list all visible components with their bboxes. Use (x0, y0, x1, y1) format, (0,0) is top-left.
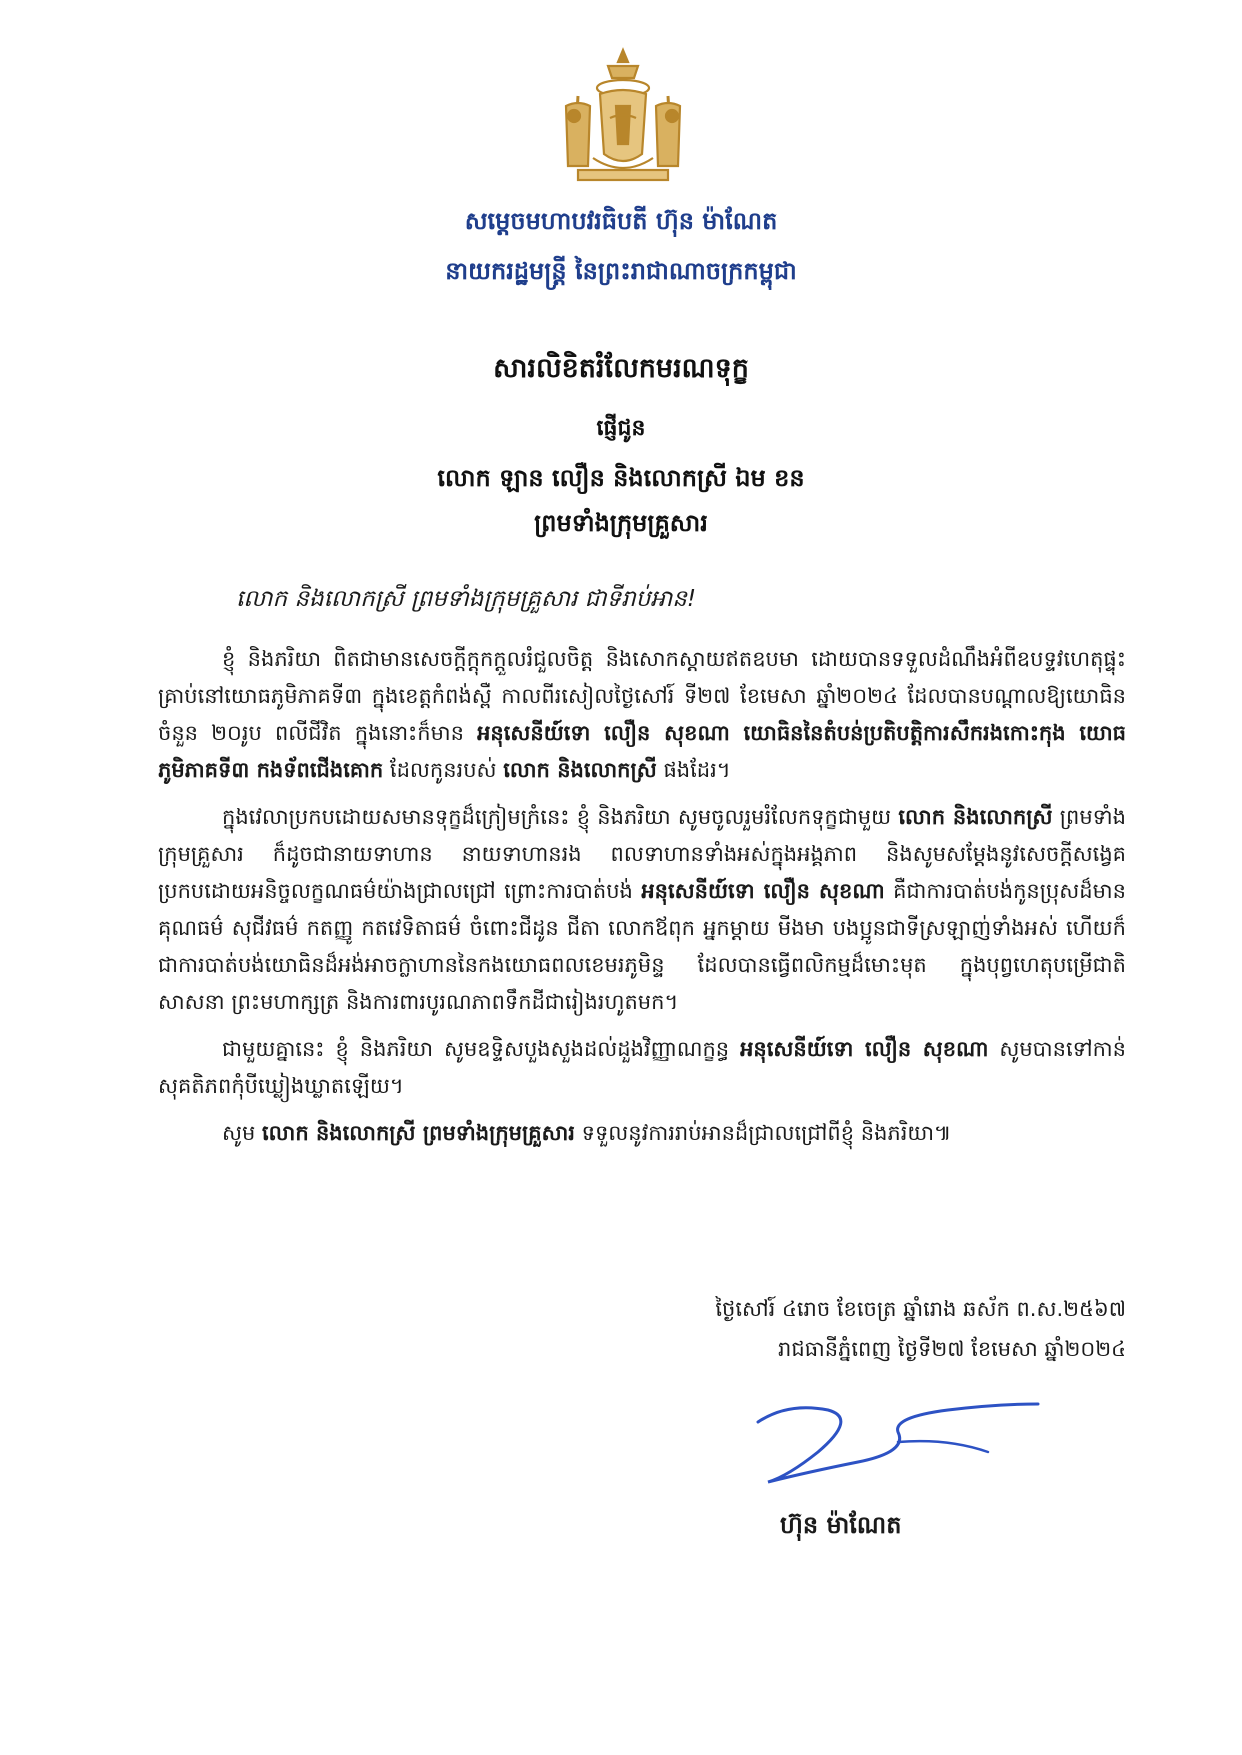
body-paragraph-4 (158, 1115, 1126, 1152)
addressed-to-label: ផ្ញើជូន (596, 416, 646, 441)
handwritten-signature (748, 1392, 1048, 1492)
recipient-names: លោក ឡាន លឿន និងលោកស្រី ឯម ខន (437, 464, 805, 492)
p1-text-e: ផងដែរ។ (663, 758, 731, 782)
p1-text-c: ដែលកូនរបស់ (389, 758, 497, 782)
author-name: សម្តេចមហាបវរធិបតី ហ៊ុន ម៉ាណែត (464, 207, 778, 235)
p3-text-c: សូមបានទៅកាន់សុគតិភពកុំបីឃ្លៀងឃ្លាតឡើយ។ (158, 1037, 1126, 1098)
p1-recipients: លោក និងលោកស្រី (503, 758, 657, 782)
author-position: នាយករដ្ឋមន្ត្រី នៃព្រះរាជាណាចក្រកម្ពុជា (445, 257, 797, 285)
p3-text-a: ជាមួយគ្នានេះ ខ្ញុំ និងភរិយា សូមឧទ្ទិសបួងសួងដល់ដួងវិញ្ញាណក្ខន្ធ (222, 1037, 730, 1061)
p3-deceased-name: អនុសេនីយ៍ទោ លឿន សុខណា (740, 1037, 989, 1061)
p2-recipients: លោក និងលោកស្រី (898, 805, 1053, 829)
p2-text-e: គឺជាការបាត់បង់កូនប្រុសដ៏មានគុណធម៌ សុជីវធម៌ កតញ្ញូ កតវេទិតាធម៌ ចំពោះជីដូន ជីតា លោកឪពុក អ្នកម្តាយ មីងមា បងប្អូនជាទីស្រឡាញ់ទាំងអស់ ហើយក៏ជាការបាត់បង់យោធិនដ៏អង់អាចក្លាហាននៃកងយោធពលខេមរភូមិន្ទ ដែលបានធ្វើពលិកម្មដ៏មោះមុត ក្នុងបុព្វហេតុបម្រើជាតិ សាសនា ព្រះមហាក្សត្រ និងការពារបូរណភាពទឹកដីជារៀងរហូតមក។ (158, 879, 1126, 1014)
p2-text-c: ព្រមទាំងក្រុមគ្រួសារ ក៏ដូចជានាយទាហាន នាយទាហានរង ពលទាហានទាំងអស់ក្នុងអង្គភាព និងសូមសម្តែងនូវសេចក្តីសង្វេគប្រកបដោយអនិច្ចលក្ខណធម៌យ៉ាងជ្រាលជ្រៅ ព្រោះការបាត់បង់ (158, 805, 1126, 903)
p1-deceased-name: អនុសេនីយ៍ទោ លឿន សុខណា យោធិននៃតំបន់ប្រតិបត្តិការសឹករងកោះកុង យោធភូមិភាគទី៣ កងទ័ពជើងគោក (158, 721, 1126, 782)
p2-deceased-name: អនុសេនីយ៍ទោ លឿន សុខណា (641, 879, 885, 903)
p1-text-a: ខ្ញុំ និងភរិយា ពិតជាមានសេចក្តីក្តុកក្តួលរំជួលចិត្ត និងសោកស្តាយឥតឧបមា ដោយបានទទួលដំណឹងអំពីឧបទ្ទវហេតុផ្ទុះគ្រាប់នៅយោធភូមិភាគទី៣ ក្នុងខេត្តកំពង់ស្ពឺ កាលពីរសៀលថ្ងៃសៅរ៍ ទី២៧ ខែមេសា ឆ្នាំ២០២៤ ដែលបានបណ្តាលឱ្យយោធិន ចំនួន ២០រូប ពលីជីវិត ក្នុងនោះក៏មាន (158, 647, 1126, 745)
letter-title: សារលិខិតរំលែកមរណទុក្ខ (493, 353, 749, 384)
p4-text-a: សូម (222, 1121, 256, 1145)
date-solar: រាជធានីភ្នំពេញ ថ្ងៃទី២៧ ខែមេសា ឆ្នាំ២០២៤ (778, 1337, 1126, 1361)
body-paragraph-3 (158, 1031, 1126, 1105)
salutation: លោក និងលោកស្រី ព្រមទាំងក្រុមគ្រួសារ ជាទីរាប់អាន! (236, 586, 697, 612)
p2-text-a: ក្នុងវេលាប្រកបដោយសមានទុក្ខដ៏ក្រៀមក្រំនេះ ខ្ញុំ និងភរិយា សូមចូលរួមរំលែកទុក្ខជាមួយ (222, 805, 892, 829)
body-paragraph-2 (158, 799, 1126, 1021)
body-paragraph-1 (158, 641, 1126, 789)
letter-body (158, 641, 1126, 1162)
date-lunar: ថ្ងៃសៅរ៍ ៤រោច ខែចេត្រ ឆ្នាំរោង ឆស័ក ព.ស.២៥៦៧ (715, 1297, 1126, 1321)
recipient-family: ព្រមទាំងក្រុមគ្រួសារ (534, 509, 708, 537)
signer-name: ហ៊ុន ម៉ាណែត (780, 1511, 902, 1539)
royal-coat-of-arms-emblem (548, 46, 698, 186)
p4-text-c: ទទួលនូវការរាប់អានដ៏ជ្រាលជ្រៅពីខ្ញុំ និងភរិយា៕ (581, 1121, 952, 1145)
p4-recipients: លោក និងលោកស្រី ព្រមទាំងក្រុមគ្រួសារ (262, 1121, 575, 1145)
